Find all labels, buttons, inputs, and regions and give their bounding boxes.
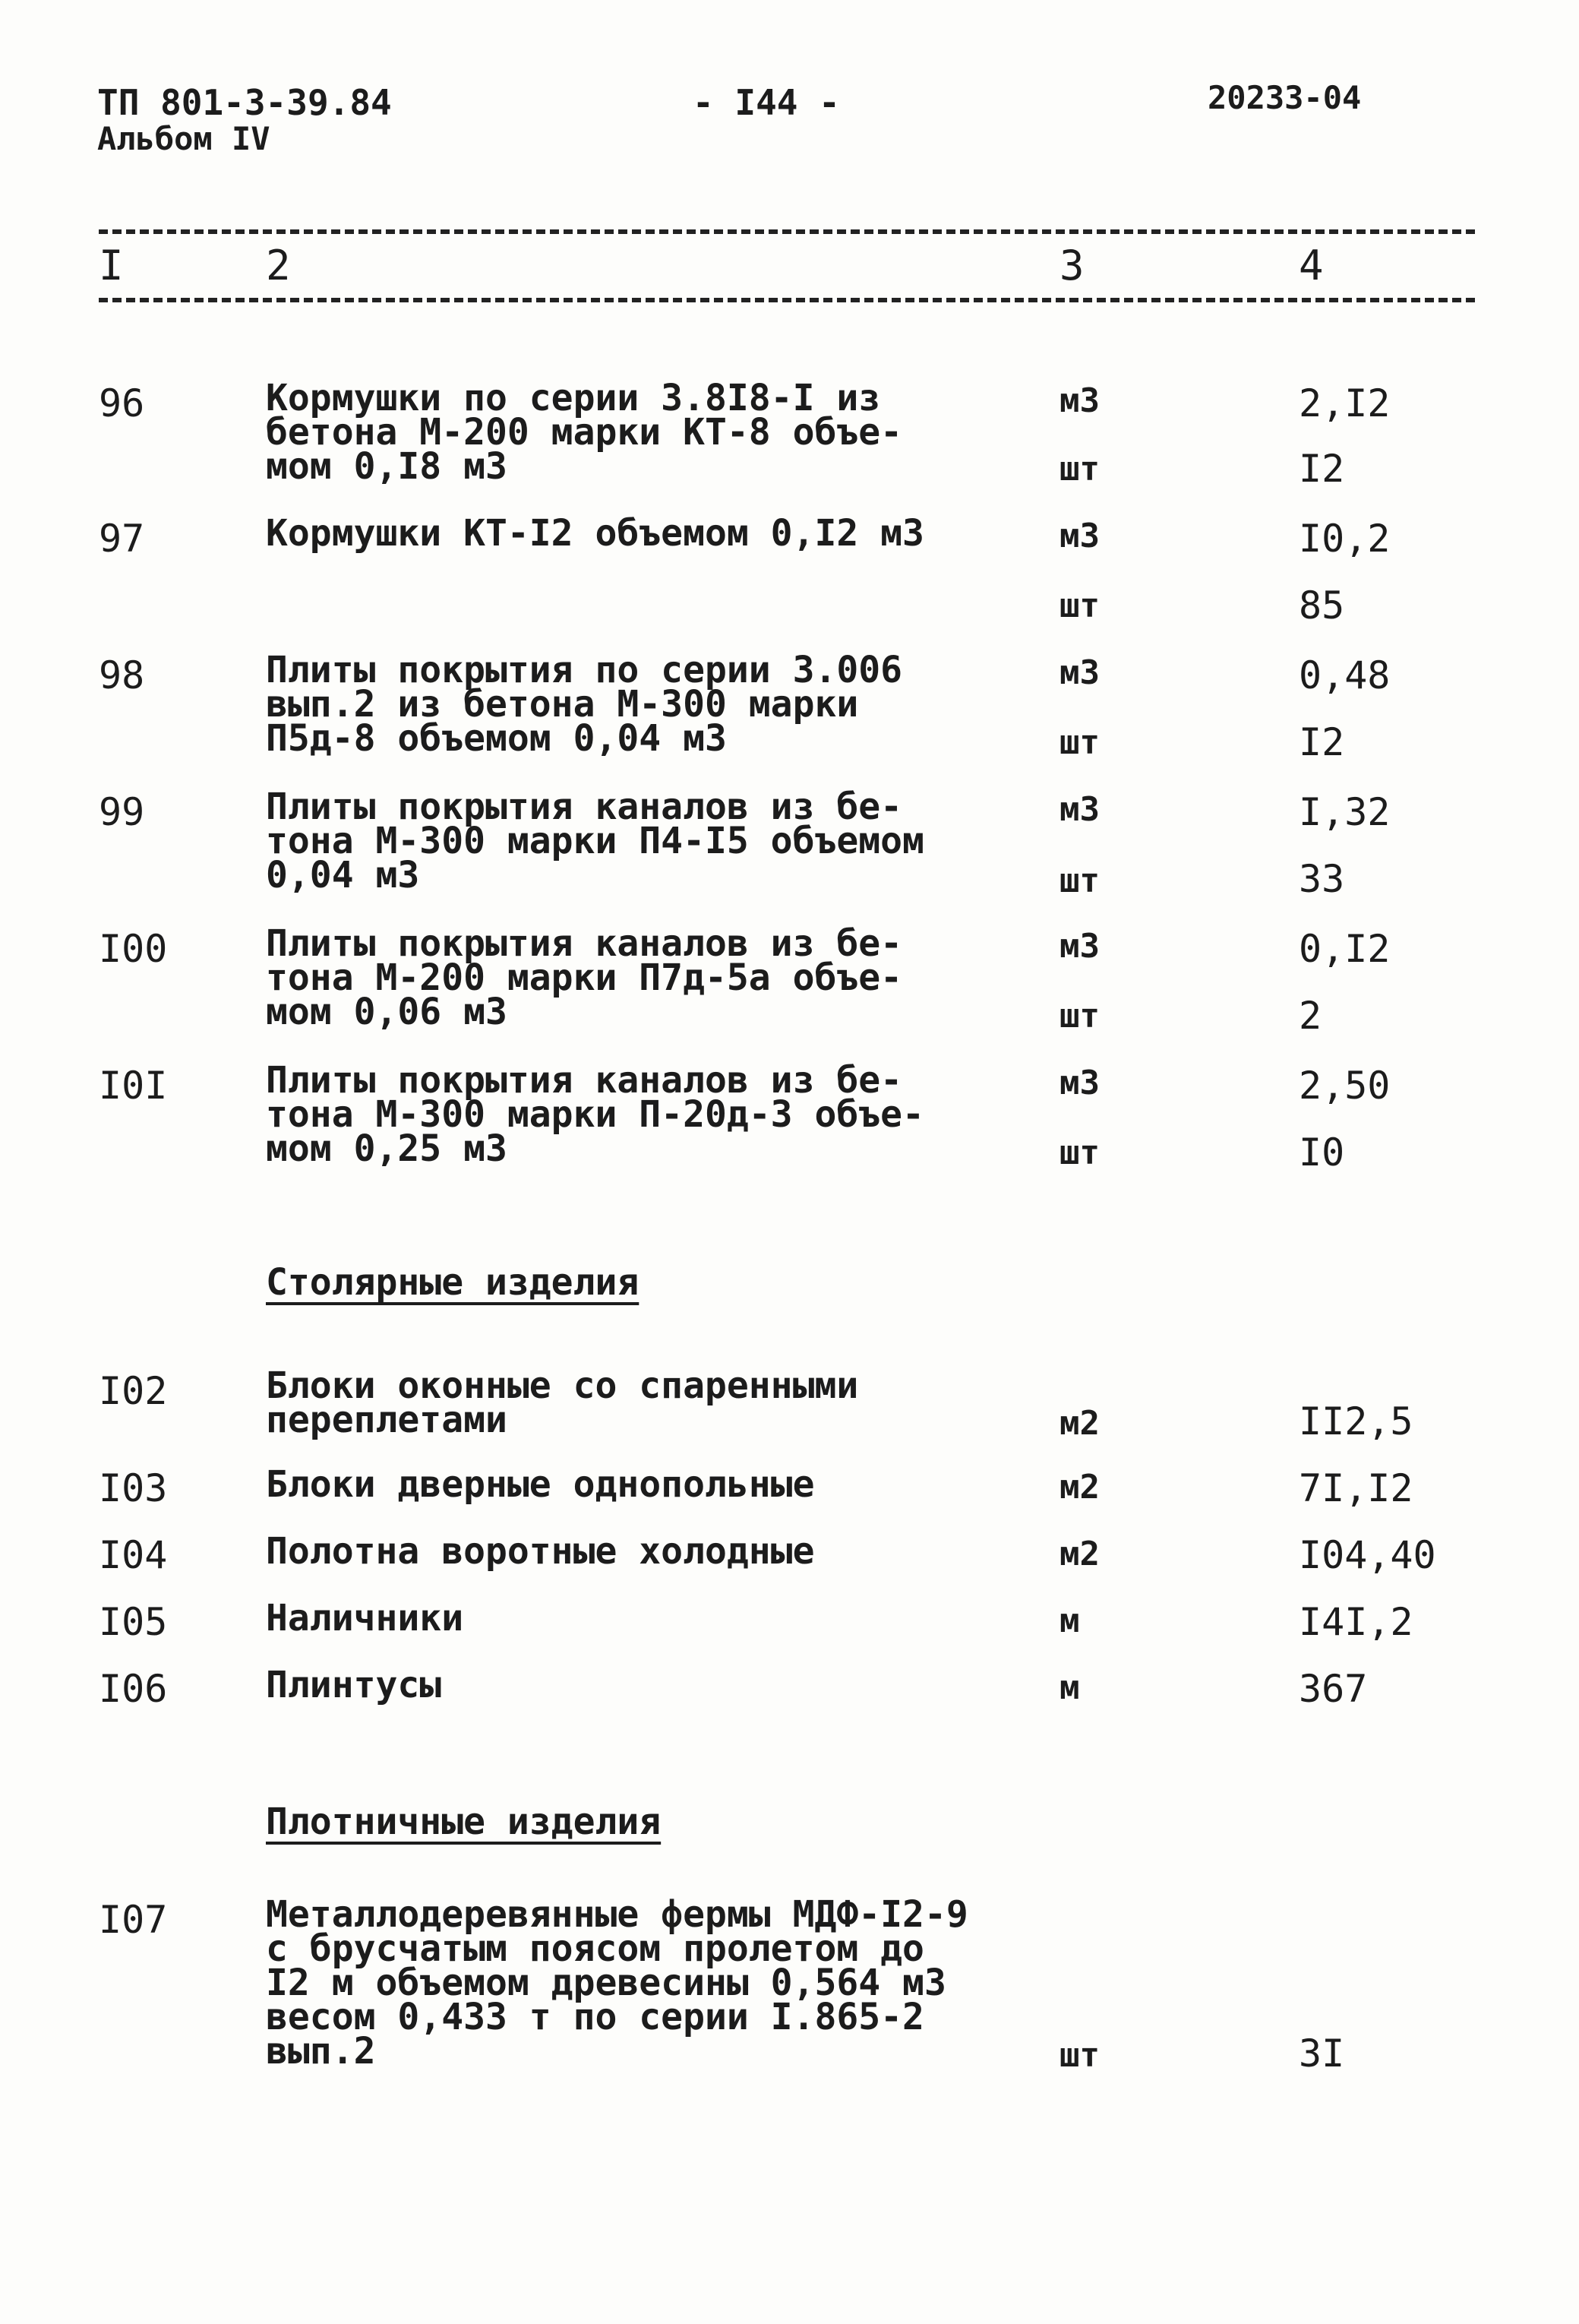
row-description: Плиты покрытия каналов из бе- тона М-300 марки П4-I5 объемом 0,04 м3 — [266, 786, 924, 896]
row-value: 0,48 — [1299, 653, 1391, 697]
row-value: 2,50 — [1299, 1064, 1391, 1108]
row-value: II2,5 — [1299, 1399, 1413, 1443]
row-number: I04 — [99, 1533, 168, 1577]
row-number: 98 — [99, 653, 145, 697]
row-value: 367 — [1299, 1667, 1368, 1711]
row-unit: м3 — [1060, 790, 1100, 829]
row-description: Плиты покрытия по серии 3.006 вып.2 из бетона М-300 марки П5д-8 объемом 0,04 м3 — [266, 649, 903, 760]
row-number: I06 — [99, 1667, 168, 1711]
section-title-carpentry: Плотничные изделия — [266, 1801, 662, 1843]
row-value: 7I,I2 — [1299, 1466, 1413, 1510]
row-value: 2,I2 — [1299, 381, 1391, 425]
row-number: 96 — [99, 381, 145, 425]
row-unit: м3 — [1060, 653, 1100, 692]
row-unit: м2 — [1060, 1468, 1100, 1507]
column-header-2: 2 — [266, 242, 291, 289]
column-header-4: 4 — [1299, 242, 1324, 289]
row-unit: м — [1060, 1668, 1080, 1707]
row-description: Блоки дверные однопольные — [266, 1463, 815, 1506]
row-unit: м3 — [1060, 517, 1100, 555]
row-value: I4I,2 — [1299, 1600, 1413, 1644]
row-value: 3I — [1299, 2032, 1345, 2076]
row-number: I05 — [99, 1600, 168, 1644]
page-number: - I44 - — [693, 82, 840, 123]
row-unit: м — [1060, 1602, 1080, 1640]
row-unit: шт — [1060, 723, 1100, 762]
row-value: I2 — [1299, 447, 1345, 491]
row-unit: м3 — [1060, 927, 1100, 966]
header-bottom-divider — [99, 298, 1475, 302]
section-title-joinery: Столярные изделия — [266, 1261, 639, 1304]
header-top-divider — [99, 229, 1475, 234]
row-unit: шт — [1060, 1134, 1100, 1172]
row-number: I03 — [99, 1466, 168, 1510]
row-unit: м3 — [1060, 381, 1100, 420]
row-value: I0,2 — [1299, 517, 1391, 561]
row-value: I04,40 — [1299, 1533, 1436, 1577]
column-header-1: I — [99, 242, 124, 289]
row-unit: шт — [1060, 2036, 1100, 2075]
archive-number: 20233-04 — [1208, 79, 1362, 116]
row-number: I0I — [99, 1064, 168, 1108]
row-value: I2 — [1299, 720, 1345, 764]
row-number: I00 — [99, 927, 168, 971]
row-description: Плиты покрытия каналов из бе- тона М-300 марки П-20д-3 объе- мом 0,25 м3 — [266, 1059, 924, 1170]
album-label: Альбом IV — [97, 120, 270, 157]
row-unit: шт — [1060, 587, 1100, 625]
row-unit: шт — [1060, 997, 1100, 1036]
row-number: 97 — [99, 517, 145, 561]
row-value: 85 — [1299, 583, 1345, 628]
row-description: Полотна воротные холодные — [266, 1530, 815, 1573]
row-description: Плинтусы — [266, 1664, 442, 1706]
row-description: Металлодеревянные фермы МДФ-I2-9 с брусчатым поясом пролетом до I2 м объемом древесины 0,564 м3 весом 0,433 т по серии I.865-2 вып.2 — [266, 1893, 968, 2073]
row-description: Плиты покрытия каналов из бе- тона М-200 марки П7д-5а объе- мом 0,06 м3 — [266, 922, 903, 1033]
row-value: I0 — [1299, 1130, 1345, 1175]
row-unit: м2 — [1060, 1535, 1100, 1573]
row-value: 0,I2 — [1299, 927, 1391, 971]
row-description: Блоки оконные со спаренными переплетами — [266, 1364, 859, 1441]
row-description: Кормушки КТ-I2 объемом 0,I2 м3 — [266, 512, 924, 555]
row-value: I,32 — [1299, 790, 1391, 834]
row-unit: м3 — [1060, 1064, 1100, 1102]
row-number: 99 — [99, 790, 145, 834]
row-value: 2 — [1299, 994, 1322, 1038]
row-description: Кормушки по серии 3.8I8-I из бетона М-200 марки КТ-8 объе- мом 0,I8 м3 — [266, 377, 903, 488]
row-number: I02 — [99, 1369, 168, 1413]
row-unit: м2 — [1060, 1404, 1100, 1443]
row-value: 33 — [1299, 857, 1345, 901]
row-description: Наличники — [266, 1597, 464, 1639]
document-code: ТП 801-3-39.84 — [97, 82, 392, 123]
row-number: I07 — [99, 1898, 168, 1942]
column-header-3: 3 — [1060, 242, 1085, 289]
row-unit: шт — [1060, 862, 1100, 900]
row-unit: шт — [1060, 450, 1100, 489]
